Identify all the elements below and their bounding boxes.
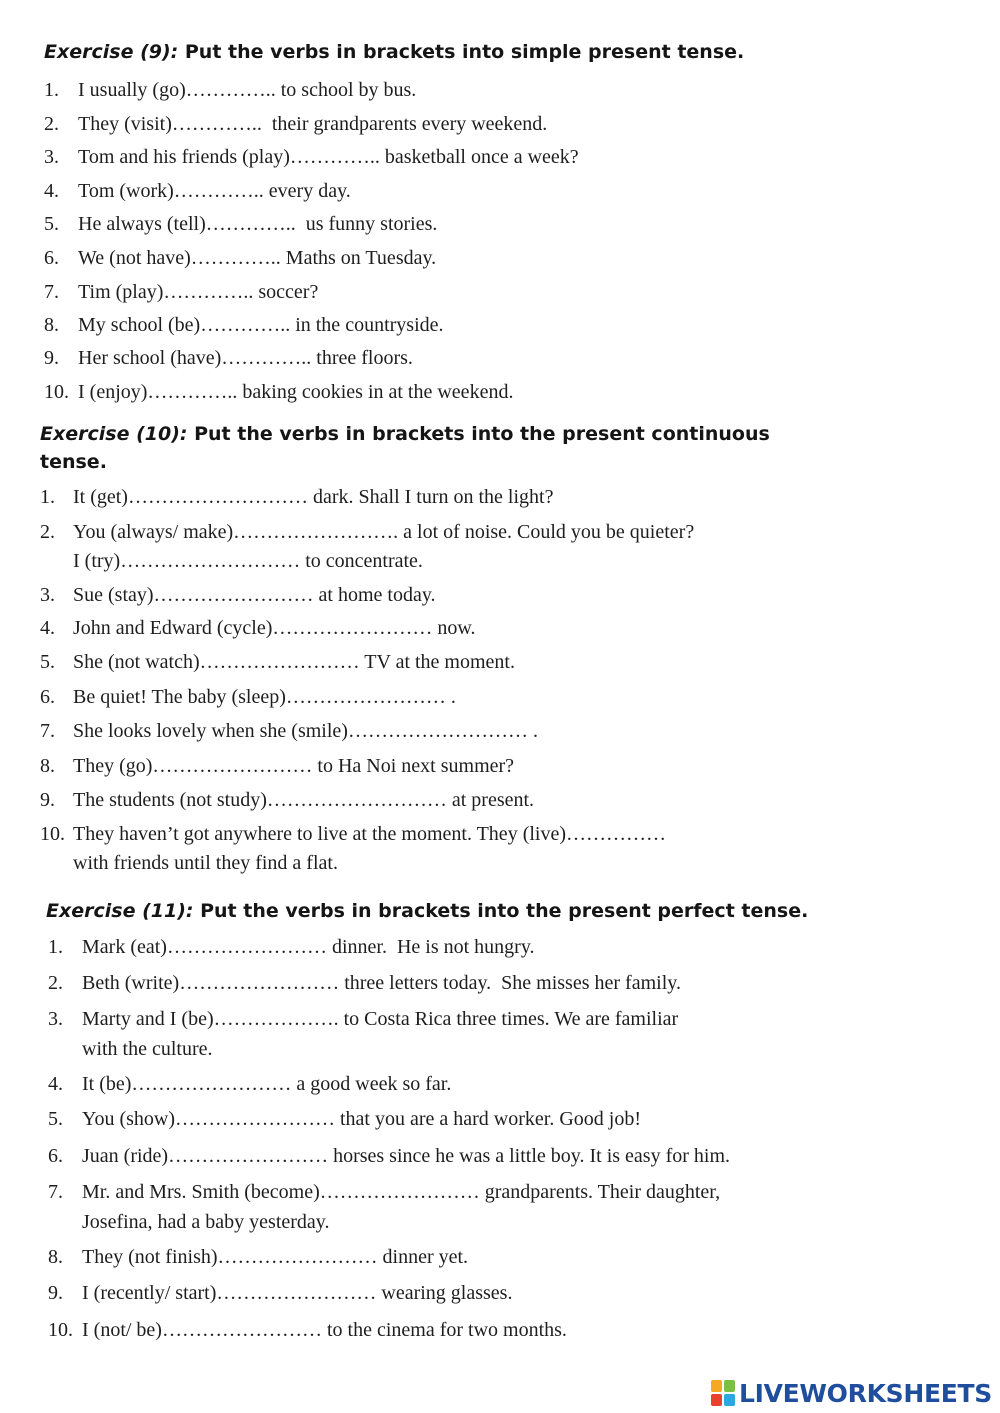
item-number: 9. [40, 789, 55, 811]
exercise9-item-5 [44, 211, 437, 237]
exercise9-item-1 [44, 77, 416, 103]
exercise11-item-9 [48, 1280, 512, 1306]
item-number: 6. [48, 1145, 63, 1167]
item-number: 8. [44, 314, 59, 336]
exercise10-item-3 [40, 582, 436, 608]
exercise11-item-3 [48, 1006, 678, 1032]
logo-square-1 [711, 1380, 722, 1392]
logo-square-4 [724, 1394, 735, 1406]
item-sentence[interactable]: I (enjoy)………….. baking cookies in at the weekend. [78, 381, 514, 403]
exercise9-item-9 [44, 345, 413, 371]
item-number: 5. [40, 651, 55, 673]
exercise10-item-4 [40, 615, 476, 641]
item-number: 2. [48, 972, 63, 994]
exercise-10-heading-line2 [40, 449, 107, 476]
exercise11-item-3-continuation[interactable]: with the culture. [82, 1038, 213, 1060]
exercise-10-instruction-line1: Put the verbs in brackets into the present continuous [187, 423, 770, 445]
item-sentence[interactable]: My school (be)………….. in the countryside. [78, 314, 444, 336]
exercise10-item-9 [40, 787, 534, 813]
item-number: 3. [48, 1008, 63, 1030]
exercise9-item-4 [44, 178, 351, 204]
item-number: 8. [40, 755, 55, 777]
exercise11-item-5 [48, 1106, 641, 1132]
item-number: 3. [40, 584, 55, 606]
item-number: 10. [44, 381, 69, 403]
item-number: 9. [48, 1282, 63, 1304]
item-sentence[interactable]: Tim (play)………….. soccer? [78, 281, 319, 303]
exercise-11-label: Exercise (11): [46, 900, 194, 922]
exercise11-item-10 [48, 1317, 567, 1343]
item-number: 1. [48, 936, 63, 958]
exercise9-item-7 [44, 279, 318, 305]
item-sentence[interactable]: Be quiet! The baby (sleep)…………………… . [73, 686, 456, 708]
item-number: 10. [48, 1319, 73, 1341]
exercise-9-label: Exercise (9): [44, 41, 179, 63]
item-number: 9. [44, 347, 59, 369]
item-sentence[interactable]: Mr. and Mrs. Smith (become)…………………… grandparents. Their daughter, [82, 1181, 721, 1203]
exercise-11-heading [46, 898, 808, 925]
exercise11-item-8 [48, 1244, 468, 1270]
exercise-9-instruction: Put the verbs in brackets into simple present tense. [178, 41, 745, 63]
liveworksheets-logo-icon [711, 1380, 735, 1406]
exercise-9-heading [44, 39, 744, 66]
item-sentence[interactable]: It (be)…………………… a good week so far. [82, 1073, 452, 1095]
exercise9-item-8 [44, 312, 444, 338]
item-sentence[interactable]: Mark (eat)…………………… dinner. He is not hungry. [82, 936, 535, 958]
item-number: 7. [44, 281, 59, 303]
item-number: 2. [44, 113, 59, 135]
item-number: 1. [40, 486, 55, 508]
exercise10-item-6 [40, 684, 456, 710]
exercise-10-instruction-line2: tense. [40, 451, 107, 473]
logo-square-3 [711, 1394, 722, 1406]
item-sentence[interactable]: They haven’t got anywhere to live at the moment. They (live)…………… [73, 823, 666, 845]
exercise10-item-1 [40, 484, 553, 510]
item-sentence[interactable]: John and Edward (cycle)…………………… now. [73, 617, 476, 639]
item-number: 4. [48, 1073, 63, 1095]
exercise11-item-6 [48, 1143, 730, 1169]
logo-square-2 [724, 1380, 735, 1392]
item-sentence[interactable]: Beth (write)…………………… three letters today. She misses her family. [82, 972, 681, 994]
exercise11-item-1 [48, 934, 535, 960]
exercise10-item-7 [40, 718, 538, 744]
exercise-10-label: Exercise (10): [40, 423, 188, 445]
item-sentence[interactable]: Sue (stay)…………………… at home today. [73, 584, 436, 606]
item-sentence[interactable]: Juan (ride)…………………… horses since he was a little boy. It is easy for him. [82, 1145, 731, 1167]
item-sentence[interactable]: Marty and I (be)………………. to Costa Rica three times. We are familiar [82, 1008, 679, 1030]
item-number: 7. [48, 1181, 63, 1203]
item-number: 5. [48, 1108, 63, 1130]
item-sentence[interactable]: Tom (work)………….. every day. [78, 180, 351, 202]
item-number: 10. [40, 823, 65, 845]
exercise-10-heading [40, 421, 770, 448]
item-sentence[interactable]: I usually (go)………….. to school by bus. [78, 79, 417, 101]
item-number: 6. [44, 247, 59, 269]
item-sentence[interactable]: They (visit)………….. their grandparents every weekend. [78, 113, 548, 135]
item-sentence[interactable]: He always (tell)………….. us funny stories. [78, 213, 438, 235]
item-number: 6. [40, 686, 55, 708]
item-sentence[interactable]: I (recently/ start)…………………… wearing glasses. [82, 1282, 513, 1304]
item-sentence[interactable]: Tom and his friends (play)………….. basketball once a week? [78, 146, 579, 168]
item-sentence[interactable]: They (go)…………………… to Ha Noi next summer? [73, 755, 515, 777]
item-number: 8. [48, 1246, 63, 1268]
item-number: 2. [40, 521, 55, 543]
item-sentence[interactable]: I (not/ be)…………………… to the cinema for two months. [82, 1319, 567, 1341]
exercise9-item-2 [44, 111, 547, 137]
exercise9-item-6 [44, 245, 436, 271]
exercise10-item-5 [40, 649, 515, 675]
exercise11-item-2 [48, 970, 681, 996]
item-number: 5. [44, 213, 59, 235]
item-sentence[interactable]: You (show)…………………… that you are a hard worker. Good job! [82, 1108, 642, 1130]
item-sentence[interactable]: It (get)……………………… dark. Shall I turn on the light? [73, 486, 554, 508]
liveworksheets-logo-text: LIVEWORKSHEETS [738, 1378, 992, 1408]
item-number: 1. [44, 79, 59, 101]
exercise10-item-8 [40, 753, 514, 779]
item-number: 3. [44, 146, 59, 168]
exercise10-item-2 [40, 519, 694, 545]
exercise10-item-10-continuation[interactable]: with friends until they find a flat. [73, 852, 338, 874]
exercise9-item-3 [44, 144, 579, 170]
item-sentence[interactable]: We (not have)………….. Maths on Tuesday. [78, 247, 437, 269]
item-number: 7. [40, 720, 55, 742]
exercise11-item-4 [48, 1071, 451, 1097]
exercise-11-instruction: Put the verbs in brackets into the present perfect tense. [193, 900, 809, 922]
exercise11-item-7 [48, 1179, 720, 1205]
item-sentence[interactable]: The students (not study)……………………… at present. [73, 789, 535, 811]
item-number: 4. [40, 617, 55, 639]
exercise10-item-10 [40, 821, 666, 847]
item-sentence[interactable]: You (always/ make)……………………. a lot of noise. Could you be quieter? [73, 521, 695, 543]
item-number: 4. [44, 180, 59, 202]
item-sentence[interactable]: She looks lovely when she (smile)……………………… . [73, 720, 538, 742]
item-sentence[interactable]: They (not finish)…………………… dinner yet. [82, 1246, 469, 1268]
exercise9-item-10 [44, 379, 513, 405]
liveworksheets-logo [711, 1376, 992, 1410]
exercise10-item-2-continuation[interactable]: I (try)……………………… to concentrate. [73, 550, 423, 572]
item-sentence[interactable]: Her school (have)………….. three floors. [78, 347, 413, 369]
item-sentence[interactable]: She (not watch)…………………… TV at the moment. [73, 651, 515, 673]
exercise11-item-7-continuation[interactable]: Josefina, had a baby yesterday. [82, 1211, 330, 1233]
